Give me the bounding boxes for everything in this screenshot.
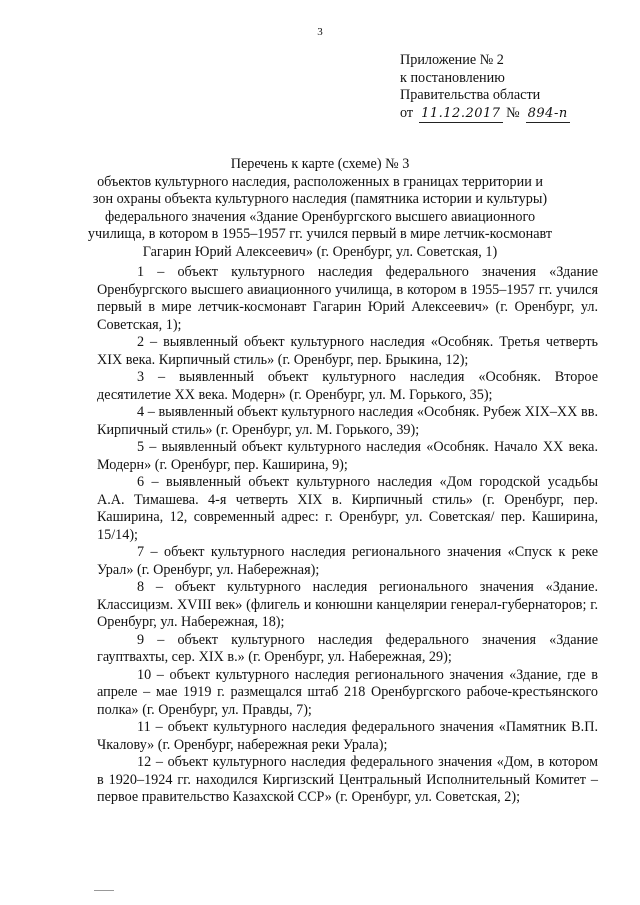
list-item: 12 – объект культурного наследия федерального значения «Дом, в котором в 1920–1924 гг. находился Киргизский Центральный Исполнительный Комитет – первое правительство Казахской ССР» (г. Оренбург, ул. Советская, 2); xyxy=(97,754,598,805)
handwritten-number: 894-п xyxy=(526,105,570,124)
title-line: объектов культурного наследия, расположенных в границах территории и xyxy=(97,173,543,190)
list-item: 6 – выявленный объект культурного наследия «Дом городской усадьбы А.А. Тимашева. 4-я четверть XIX в. Кирпичный стиль» (г. Оренбург, пер. Каширина, 12, современный адрес: г. Оренбург, ул. Советская/ пер. Каширина, 15/14); xyxy=(97,474,598,543)
list-item: 1 – объект культурного наследия федерального значения «Здание Оренбургского высшего авиационного училища, в котором в 1955–1957 гг. учился первый в мире летчик-космонавт Гагарин Юрий Алексеевич» (г. Оренбург, ул. Советская, 1); xyxy=(97,264,598,333)
heritage-object-list xyxy=(97,264,598,807)
list-item: 9 – объект культурного наследия федерального значения «Здание гауптвахты, сер. XIX в.» (г. Оренбург, ул. Набережная, 29); xyxy=(97,631,598,665)
number-prefix: № xyxy=(506,104,520,121)
title-line: зон охраны объекта культурного наследия (памятника истории и культуры) xyxy=(92,191,548,207)
document-title xyxy=(40,156,600,261)
list-item: 3 – выявленный объект культурного наследия «Особняк. Второе десятилетие XX века. Модерн» (г. Оренбург, ул. М. Горького, 35); xyxy=(97,369,598,403)
appendix-line-3: Правительства области xyxy=(400,87,541,103)
date-prefix: от xyxy=(400,104,414,121)
title-line: Гагарин Юрий Алексеевич» (г. Оренбург, ул. Советская, 1) xyxy=(142,243,498,260)
list-item: 4 – выявленный объект культурного наследия «Особняк. Рубеж XIX–XX вв. Кирпичный стиль» (г. Оренбург, ул. М. Горького, 39); xyxy=(97,404,598,438)
handwritten-date: 11.12.2017 xyxy=(419,105,502,124)
list-item: 11 – объект культурного наследия федерального значения «Памятник В.П. Чкалову» (г. Оренбург, набережная реки Урала); xyxy=(97,719,598,753)
list-item: 10 – объект культурного наследия регионального значения «Здание, где в апреле – мае 1919 г. размещался штаб 218 Оренбургского рабоче-крестьянского полка» (г. Оренбург, ул. Правды, 7); xyxy=(97,666,598,718)
list-item: 2 – выявленный объект культурного наследия «Особняк. Третья четверть XIX века. Кирпичный стиль» (г. Оренбург, пер. Брыкина, 12); xyxy=(97,334,598,368)
appendix-date-line xyxy=(400,105,570,124)
footer-scan-mark xyxy=(94,890,114,891)
page-number: 3 xyxy=(317,26,323,38)
appendix-line-2: к постановлению xyxy=(400,69,505,86)
list-item: 7 – объект культурного наследия регионального значения «Спуск к реке Урал» (г. Оренбург, ул. Набережная); xyxy=(97,544,598,578)
title-line: федерального значения «Здание Оренбургского высшего авиационного xyxy=(104,208,536,225)
title-line: училища, в котором в 1955–1957 гг. учился первый в мире летчик-космонавт xyxy=(87,226,553,242)
appendix-line-1: Приложение № 2 xyxy=(400,52,504,68)
appendix-header xyxy=(400,52,570,123)
list-item: 8 – объект культурного наследия регионального значения «Здание. Классицизм. XVIII век» (флигель и конюшни канцелярии генерал-губернаторов; г. Оренбург, ул. Набережная, 18); xyxy=(97,579,598,630)
list-item: 5 – выявленный объект культурного наследия «Особняк. Начало XX века. Модерн» (г. Оренбург, пер. Каширина, 9); xyxy=(97,439,598,473)
title-line: Перечень к карте (схеме) № 3 xyxy=(230,156,410,172)
